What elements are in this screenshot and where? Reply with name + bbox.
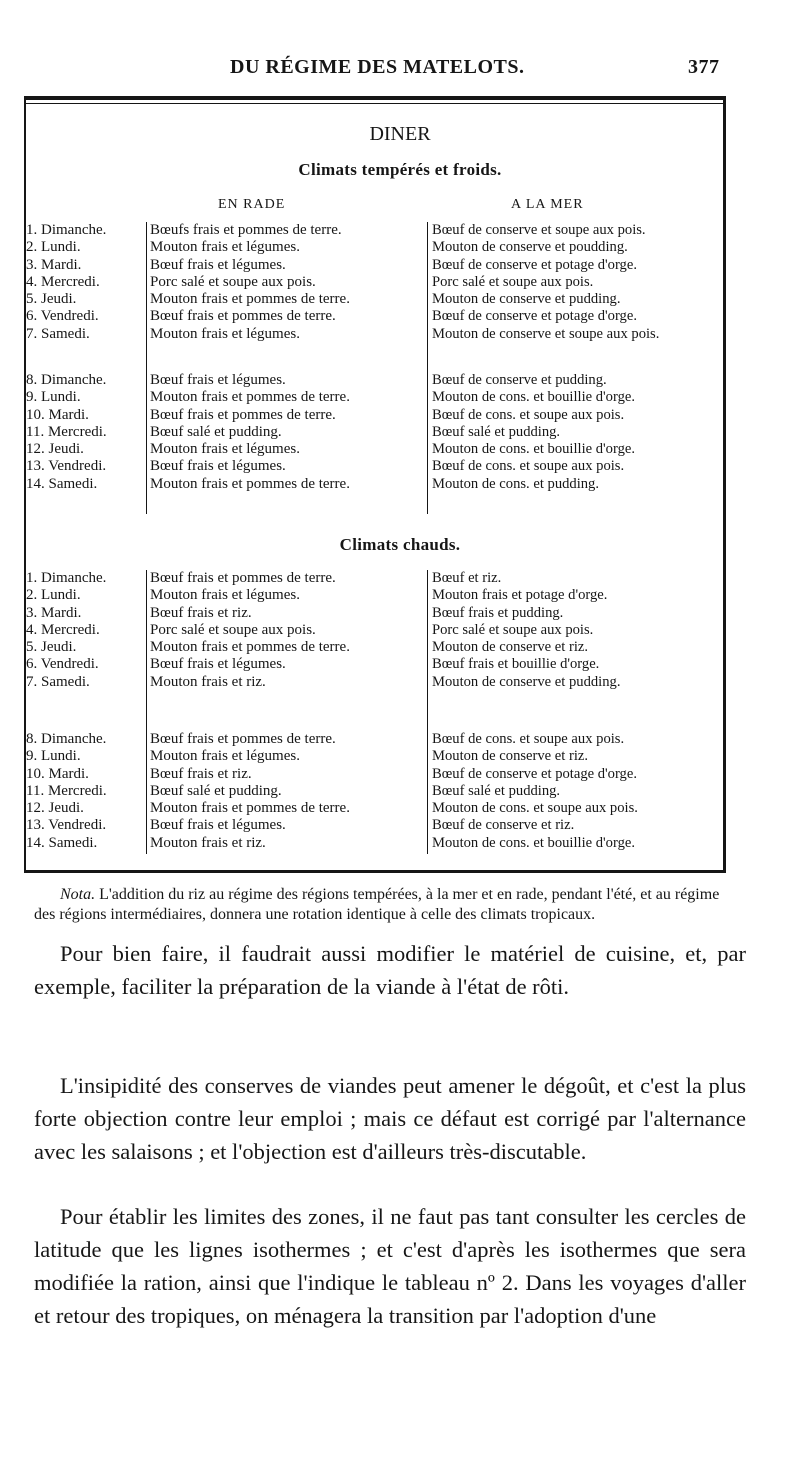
rade-meal: Bœufs frais et pommes de terre. [150,222,342,238]
day-label: 4. Mercredi. [26,273,100,290]
rade-meal: Bœuf salé et pudding. [150,423,282,440]
day-list [26,372,146,493]
day-label: 13. Vendredi. [26,458,107,475]
mer-meal: Bœuf et riz. [432,570,502,586]
nota-label: Nota. [60,886,96,903]
day-label: 4. Mercredi. [26,621,100,638]
section-hot-title: Climats chauds. [339,535,461,554]
mer-meal: Bœuf frais et pudding. [432,604,564,621]
day-list [26,222,146,343]
mer-meal: Bœuf de conserve et pudding. [432,372,607,388]
rade-meal: Mouton frais et légumes. [150,587,300,604]
page-number: 377 [688,56,720,78]
table-bottom-border [24,870,726,873]
day-list [26,570,146,691]
table-right-border [723,96,726,873]
rade-menu-list [150,222,425,343]
mer-meal: Mouton de cons. et bouillie d'orge. [432,834,635,851]
day-label: 14. Samedi. [26,475,98,492]
rade-meal: Bœuf frais et pommes de terre. [150,406,336,423]
mer-meal: Bœuf de conserve et riz. [432,817,575,834]
section-temperate-title: Climats tempérés et froids. [298,160,502,179]
day-label: 12. Jeudi. [26,800,84,817]
mer-menu-list [432,570,717,691]
body-paragraph [34,937,746,1003]
day-label: 5. Jeudi. [26,291,77,308]
rade-meal: Mouton frais et pommes de terre. [150,475,350,492]
day-label: 7. Samedi. [26,673,90,690]
day-label: 11. Mercredi. [26,423,107,440]
mer-menu-list [432,372,717,493]
day-label: 8. Dimanche. [26,731,107,747]
mer-meal: Mouton de conserve et riz. [432,748,589,765]
mer-meal: Mouton frais et potage d'orge. [432,587,608,604]
running-title: DU RÉGIME DES MATELOTS. [230,56,525,78]
day-label: 10. Mardi. [26,765,89,782]
nota-text: L'addition du riz au régime des régions tempérées, à la mer et en rade, pendant l'été, et au régime des régions intermédiaires, donnera une rotation identique à celle des climats tropicaux. [34,886,720,923]
day-label: 7. Samedi. [26,325,90,342]
mer-meal: Mouton de cons. et bouillie d'orge. [432,389,635,406]
day-label: 13. Vendredi. [26,817,107,834]
rade-meal: Bœuf salé et pudding. [150,782,282,799]
rade-meal: Mouton frais et riz. [150,834,266,851]
rade-meal: Bœuf frais et légumes. [150,256,286,273]
table-top-border [24,96,726,100]
column-separator [427,570,428,854]
rade-meal: Bœuf frais et légumes. [150,372,286,388]
rade-meal: Bœuf frais et pommes de terre. [150,570,336,586]
rade-meal: Mouton frais et riz. [150,673,266,690]
nota-paragraph [34,885,734,925]
day-label: 3. Mardi. [26,256,82,273]
rade-meal: Mouton frais et légumes. [150,325,300,342]
day-list [26,731,146,852]
column-separator [146,222,147,514]
mer-meal: Mouton de conserve et pudding. [432,673,621,690]
rade-meal: Mouton frais et légumes. [150,748,300,765]
day-label: 9. Lundi. [26,389,81,406]
mer-meal: Bœuf de conserve et potage d'orge. [432,256,637,273]
rade-meal: Bœuf frais et pommes de terre. [150,308,336,325]
rade-meal: Mouton frais et légumes. [150,441,300,458]
rade-meal: Bœuf frais et pommes de terre. [150,731,336,747]
mer-meal: Bœuf salé et pudding. [432,782,561,799]
rade-meal: Mouton frais et pommes de terre. [150,639,350,656]
rade-menu-list [150,731,425,852]
day-label: 14. Samedi. [26,834,98,851]
column-separator [146,570,147,854]
column-header-mer: A LA MER [511,197,584,212]
table-inner-rule [26,103,723,104]
rade-meal: Bœuf frais et légumes. [150,817,286,834]
day-label: 11. Mercredi. [26,782,107,799]
mer-meal: Mouton de conserve et pudding. [432,291,621,308]
paragraph-text: Pour bien faire, il faudrait aussi modifier le matériel de cuisine, et, par exemple, faciliter la préparation de la viande à l'état de rôti. [34,941,746,999]
mer-meal: Bœuf de conserve et potage d'orge. [432,765,637,782]
mer-meal: Mouton de cons. et soupe aux pois. [432,800,638,817]
column-header-rade: EN RADE [218,197,286,212]
table-title: DINER [369,123,431,145]
body-paragraph [34,1200,746,1332]
rade-meal: Mouton frais et légumes. [150,239,300,256]
day-label: 9. Lundi. [26,748,81,765]
day-label: 3. Mardi. [26,604,82,621]
body-paragraph [34,1069,746,1168]
mer-meal: Bœuf de cons. et soupe aux pois. [432,458,625,475]
mer-menu-list [432,222,717,343]
mer-meal: Mouton de cons. et pudding. [432,475,600,492]
rade-meal: Mouton frais et pommes de terre. [150,800,350,817]
day-label: 1. Dimanche. [26,222,107,238]
rade-meal: Porc salé et soupe aux pois. [150,621,316,638]
rade-meal: Mouton frais et pommes de terre. [150,291,350,308]
mer-meal: Mouton de conserve et poudding. [432,239,628,256]
rade-meal: Porc salé et soupe aux pois. [150,273,316,290]
paragraph-text: L'insipidité des conserves de viandes peut amener le dégoût, et c'est la plus forte objection contre leur emploi ; mais ce défaut est corrigé par l'alternance avec les salaisons ; et l'objection est d'ailleurs très-discutable. [34,1073,746,1164]
day-label: 6. Vendredi. [26,656,99,673]
mer-meal: Mouton de cons. et bouillie d'orge. [432,441,635,458]
rade-meal: Bœuf frais et légumes. [150,656,286,673]
rade-meal: Bœuf frais et légumes. [150,458,286,475]
mer-meal: Porc salé et soupe aux pois. [432,621,594,638]
day-label: 2. Lundi. [26,587,81,604]
mer-meal: Bœuf salé et pudding. [432,423,561,440]
mer-menu-list [432,731,717,852]
day-label: 2. Lundi. [26,239,81,256]
mer-meal: Bœuf de cons. et soupe aux pois. [432,406,625,423]
day-label: 10. Mardi. [26,406,89,423]
rade-menu-list [150,372,425,493]
day-label: 12. Jeudi. [26,441,84,458]
mer-meal: Mouton de conserve et riz. [432,639,589,656]
rade-meal: Bœuf frais et riz. [150,765,252,782]
rade-meal: Mouton frais et pommes de terre. [150,389,350,406]
column-separator [427,222,428,514]
mer-meal: Bœuf frais et bouillie d'orge. [432,656,600,673]
day-label: 6. Vendredi. [26,308,99,325]
paragraph-text: Pour établir les limites des zones, il ne faut pas tant consulter les cercles de latitude que les lignes isothermes ; et c'est d'après les isothermes que sera modifiée la ration, ainsi que l'indique le tableau nº 2. Dans les voyages d'aller et retour des tropiques, on ménagera la transition par l'adoption d'une [34,1204,746,1328]
mer-meal: Bœuf de cons. et soupe aux pois. [432,731,625,747]
day-label: 8. Dimanche. [26,372,107,388]
mer-meal: Porc salé et soupe aux pois. [432,273,594,290]
mer-meal: Bœuf de conserve et soupe aux pois. [432,222,646,238]
mer-meal: Mouton de conserve et soupe aux pois. [432,325,660,342]
rade-meal: Bœuf frais et riz. [150,604,252,621]
rade-menu-list [150,570,425,691]
day-label: 5. Jeudi. [26,639,77,656]
mer-meal: Bœuf de conserve et potage d'orge. [432,308,637,325]
day-label: 1. Dimanche. [26,570,107,586]
